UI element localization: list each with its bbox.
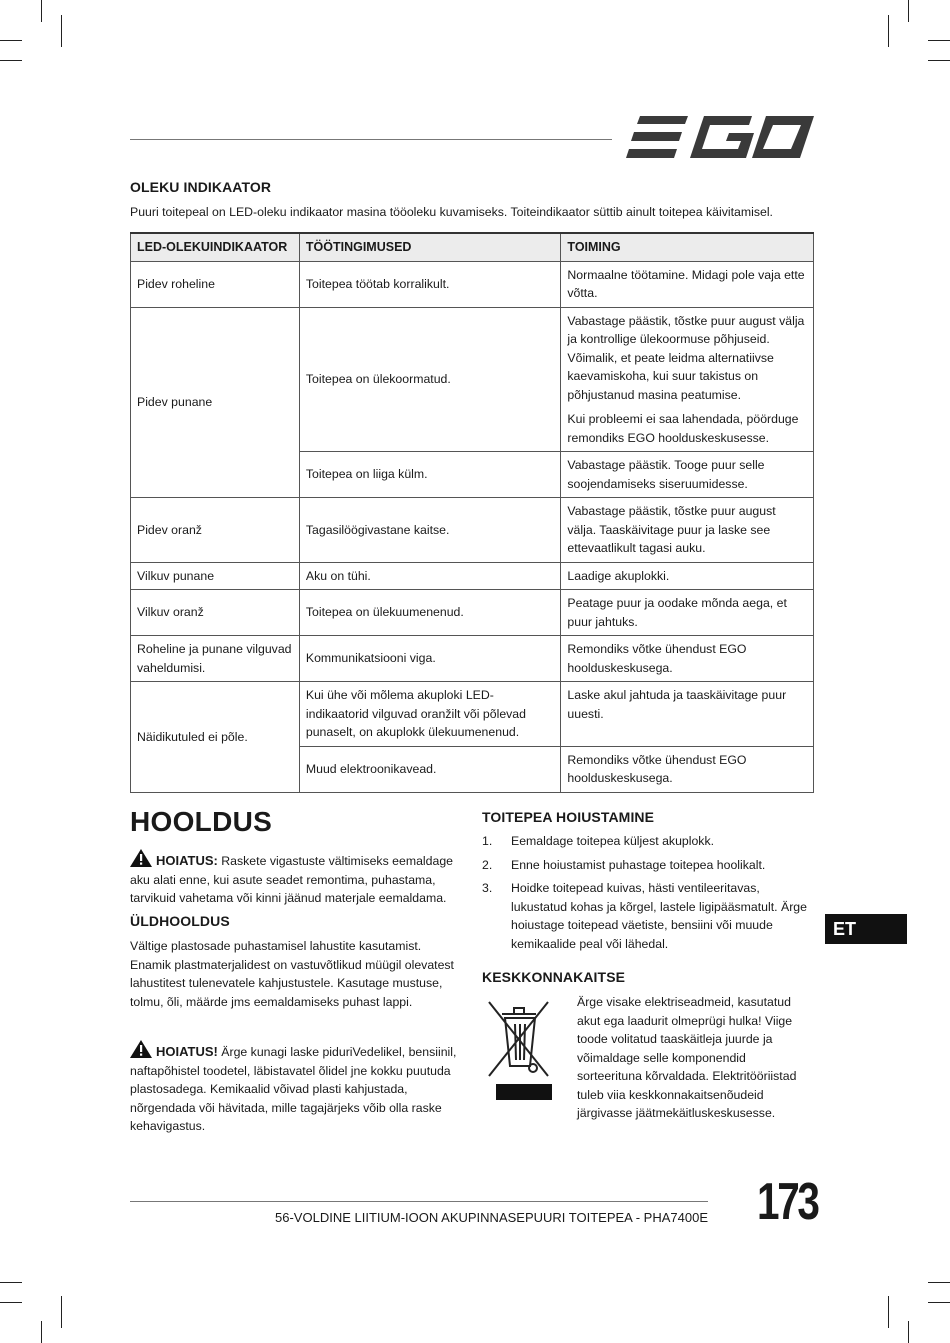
table-row: [131, 261, 814, 307]
condition-cell: Toitepea on liiga külm.: [299, 452, 561, 498]
list-number: 2.: [482, 857, 493, 872]
condition-cell: Kui ühe või mõlema akuploki LED-indikaatorid vilguvad oranžilt või põlevad punaselt, on akuplokk ülekuumenenud.: [299, 682, 561, 747]
table-row: [131, 562, 814, 590]
environment-title: KESKKONNAKAITSE: [482, 969, 626, 985]
page-number: 173: [757, 1173, 818, 1231]
action-cell: [561, 682, 814, 747]
indicator-cell: Näidikutuled ei põle.: [131, 682, 300, 793]
list-number: 3.: [482, 881, 493, 895]
condition-cell: Toitepea on ülekoormatud.: [299, 307, 561, 452]
warning-triangle-icon: [130, 1040, 152, 1058]
environment-text: Ärge visake elektriseadmeid, kasutatud akut ega laadurit olmeprügi hulka! Viige toode volitatud taaskäitleja juurde ja võimaldage selle komponendid sorteerituna kõrvaldada. Elektritööriistad tuleb viia keskkonnakaitsenõudeid järgivasse jäätmekäitluskeskusesse.: [577, 995, 797, 1120]
condition-cell: Toitepea töötab korralikult.: [299, 261, 561, 307]
column-header: TÖÖTINGIMUSED: [299, 233, 561, 261]
crop-mark: [928, 40, 950, 41]
table-row: [131, 636, 814, 682]
crop-mark: [908, 0, 909, 22]
table-row: [131, 307, 814, 452]
crop-mark: [41, 0, 42, 22]
crop-mark: [61, 15, 62, 47]
condition-cell: Toitepea on ülekuumenenud.: [299, 590, 561, 636]
list-number: 1.: [482, 834, 493, 848]
table-row: [131, 498, 814, 563]
table-row: [131, 590, 814, 636]
general-maintenance-text: Vältige plastosade puhastamisel lahustite kasutamist. Enamik plastmaterjalidest on vastuvõtlikud müügil olevatest lahustitest tulenevatele kahjustustele. Kasutage mustuse, tolmu, õli, määrde jms eemaldamiseks puhast lappi.: [130, 939, 454, 1009]
crop-mark: [41, 1321, 42, 1343]
action-text: Remondiks võtke ühendust EGO hoolduskeskusega.: [567, 642, 747, 675]
storage-steps: [482, 832, 817, 958]
action-cell: [561, 746, 814, 792]
crop-mark: [0, 1282, 22, 1283]
table-header-row: [131, 233, 814, 261]
indicator-cell: Vilkuv oranž: [131, 590, 300, 636]
crop-mark: [0, 1302, 22, 1303]
warning-label: HOIATUS!: [156, 1044, 218, 1059]
condition-cell: Aku on tühi.: [299, 562, 561, 590]
condition-cell: Muud elektroonikavead.: [299, 746, 561, 792]
list-text: Enne hoiustamist puhastage toitepea hoolikalt.: [511, 857, 766, 872]
list-text: Hoidke toitepead kuivas, hästi ventileeritavas, lukustatud kohas ja kõrgel, lastele ligipääsmatult. Ärge hoiustage toitepead väetiste, bensiini või muude kemikaalide peal või lähedal.: [511, 881, 807, 951]
warning-text: Ärge kunagi laske piduriVedelikel, bensiinil, naftapõhistel toodetel, läbistavatel õlidel jne kokku puutuda plastosadega. Kemikaalid võivad plasti kahjustada, nõrgendada või hävitada, mille tagajärjeks võib olla raske kehavigastus.: [130, 1045, 457, 1133]
action-cell: [561, 562, 814, 590]
language-tab: ET: [825, 914, 907, 944]
action-text: Vabastage päästik, tõstke puur august välja. Taaskäivitage puur ja laske see ettevaatlikult tagasi auku.: [567, 504, 776, 555]
list-item: [482, 856, 817, 875]
action-cell: [561, 590, 814, 636]
indicator-cell: Roheline ja punane vilguvad vaheldumisi.: [131, 636, 300, 682]
list-item: [482, 879, 817, 953]
header-rule: [130, 139, 612, 140]
action-text: Laske akul jahtuda ja taaskäivitage puur uuesti.: [567, 688, 787, 721]
action-cell: [561, 261, 814, 307]
column-header: LED-OLEKUINDIKAATOR: [131, 233, 300, 261]
condition-cell: Tagasilöögivastane kaitse.: [299, 498, 561, 563]
action-cell: [561, 307, 814, 452]
led-status-table: [130, 232, 814, 793]
crop-mark: [61, 1296, 62, 1328]
footer-text: 56-VOLDINE LIITIUM-IOON AKUPINNASEPUURI TOITEPEA - PHA7400E: [275, 1210, 708, 1225]
warning-text: Raskete vigastuste vältimiseks eemaldage aku alati enne, kui asute seadet remontima, puhastama, tarvikuid vahetama või kinni jäänud materjale eemaldama.: [130, 854, 453, 905]
maintenance-title: HOOLDUS: [130, 806, 273, 837]
ego-logo: [626, 116, 814, 160]
crop-mark: [928, 60, 950, 61]
condition-cell: Kommunikatsiooni viga.: [299, 636, 561, 682]
action-text: Peatage puur ja oodake mõnda aega, et puur jahtuks.: [567, 596, 787, 629]
indicator-cell: Pidev punane: [131, 307, 300, 498]
action-text: Laadige akuplokki.: [567, 568, 670, 583]
action-text: Normaalne töötamine. Midagi pole vaja ette võtta.: [567, 267, 805, 300]
crop-mark: [0, 40, 22, 41]
warning-triangle-icon: [130, 849, 152, 867]
crop-mark: [0, 60, 22, 61]
status-section-intro: Puuri toitepeal on LED-oleku indikaator masina tööoleku kuvamiseks. Toiteindikaator süttib ainult toitepea käivitamisel.: [130, 205, 773, 219]
crop-mark: [908, 1321, 909, 1343]
action-cell: [561, 452, 814, 498]
column-header: TOIMING: [561, 233, 814, 261]
action-text: Vabastage päästik, tõstke puur august välja ja kontrollige ülekoormuse põhjuseid. Võimalik, et peate leidma alternatiivse kaevamiskoha, kui suur takistus on põhjustanud masina peatumise.: [567, 313, 805, 402]
storage-title: TOITEPEA HOIUSTAMINE: [482, 809, 655, 825]
list-item: [482, 832, 817, 851]
crop-mark: [888, 15, 889, 47]
warning-paragraph: [130, 849, 466, 908]
indicator-cell: Pidev oranž: [131, 498, 300, 563]
warning-paragraph: [130, 1040, 464, 1136]
action-text: Vabastage päästik. Tooge puur selle soojendamiseks siseruumidesse.: [567, 458, 765, 491]
indicator-cell: Vilkuv punane: [131, 562, 300, 590]
weee-crossed-bin-icon: [486, 996, 556, 1104]
action-text: Remondiks võtke ühendust EGO hoolduskeskusega.: [567, 752, 747, 785]
footer-rule: [130, 1201, 708, 1202]
list-text: Eemaldage toitepea küljest akuplokk.: [511, 834, 715, 848]
status-section-title: OLEKU INDIKAATOR: [130, 179, 272, 195]
action-cell: [561, 498, 814, 563]
action-text: Kui probleemi ei saa lahendada, pöörduge remondiks EGO hoolduskeskusesse.: [567, 412, 799, 445]
warning-label: HOIATUS:: [156, 853, 218, 868]
action-cell: [561, 636, 814, 682]
table-row: [131, 682, 814, 747]
crop-mark: [928, 1282, 950, 1283]
indicator-cell: Pidev roheline: [131, 261, 300, 307]
general-maintenance-title: ÜLDHOOLDUS: [130, 913, 230, 929]
crop-mark: [928, 1302, 950, 1303]
crop-mark: [888, 1296, 889, 1328]
